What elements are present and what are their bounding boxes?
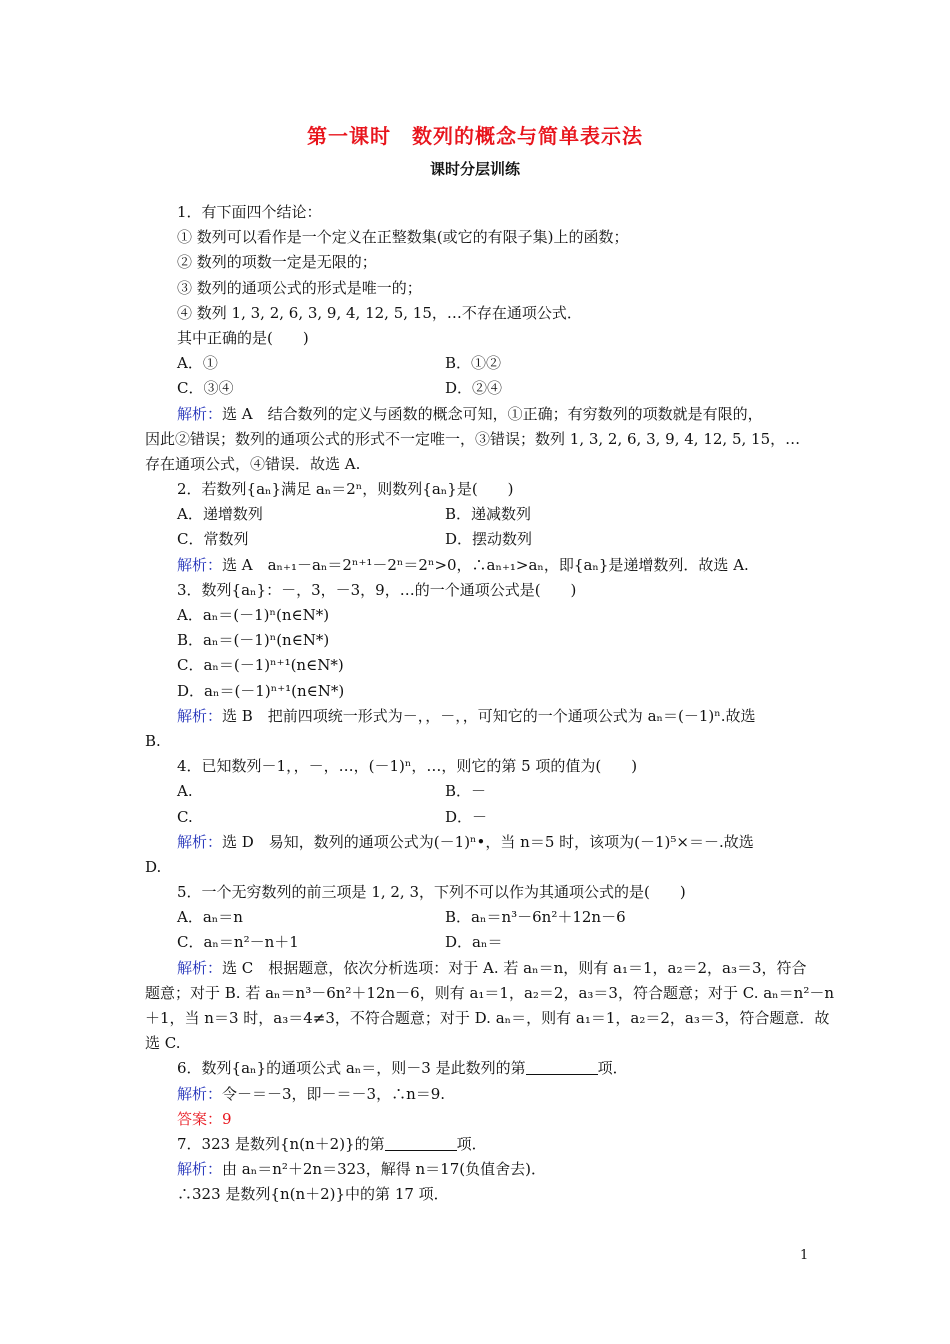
q2-option-c: C．常数列 (177, 530, 249, 549)
analysis-text: 选 D 易知，数列的通项公式为(－1)ⁿ•，当 n＝5 时，该项为(－1)⁵×＝－.故选 (222, 832, 754, 851)
q5-analysis-line-1 (145, 956, 810, 981)
q2-options-row-2 (145, 527, 810, 552)
q6-analysis-line-1 (145, 1082, 810, 1107)
q4-analysis-line-2: D. (145, 857, 162, 876)
q4-option-d: D．－ (445, 807, 488, 826)
q7-analysis-line-2: ∴323 是数列{n(n＋2)}中的第 17 项． (177, 1185, 449, 1204)
q2-option-a: A．递增数列 (177, 505, 263, 524)
answer-blank (385, 1134, 457, 1151)
q1-analysis-line-1 (145, 402, 810, 427)
q1-stem: 1．有下面四个结论： (177, 203, 322, 221)
page-subtitle: 课时分层训练 (429, 160, 520, 178)
q5-analysis-line-2: 题意；对于 B. 若 aₙ＝n³－6n²＋12n－6，则有 a₁＝1，a₂＝2，a₃＝3，符合题意；对于 C. aₙ＝n²－n (145, 983, 834, 1002)
q1-options-row-2 (145, 376, 810, 401)
analysis-label: 解析： (177, 1084, 223, 1103)
q3-option-d: D．aₙ＝(－1)ⁿ⁺¹(n∈N*) (177, 681, 345, 700)
q3-option-c: C．aₙ＝(－1)ⁿ⁺¹(n∈N*) (177, 656, 344, 675)
q1-option-c: C．③④ (177, 379, 234, 398)
q1-statement-2: ② 数列的项数一定是无限的； (177, 253, 377, 272)
q4-option-a: A. (177, 782, 193, 801)
q1-statement-3: ③ 数列的通项公式的形式是唯一的； (177, 278, 422, 297)
q3-option-b: B．aₙ＝(－1)ⁿ(n∈N*) (177, 631, 330, 650)
q3-stem: 3．数列{aₙ}：－，3，－3，9，…的一个通项公式是( ) (177, 580, 577, 599)
q4-option-b: B．－ (445, 782, 487, 801)
q6-stem (145, 1056, 810, 1081)
q4-stem: 4．已知数列－1，，－，…，(－1)ⁿ，…，则它的第 5 项的值为( ) (177, 757, 638, 776)
q1-options-row-1 (145, 351, 810, 376)
analysis-text: 选 A 结合数列的定义与函数的概念可知，①正确；有穷数列的项数就是有限的， (222, 404, 763, 423)
q4-analysis-line-1 (145, 830, 810, 855)
q5-analysis-line-4: 选 C. (145, 1034, 181, 1053)
q7-stem-text: 7．323 是数列{n(n＋2)}的第 (177, 1134, 385, 1153)
q1-option-b: B．①② (445, 354, 502, 373)
q1-option-d: D．②④ (445, 379, 503, 398)
q1-ask: 其中正确的是( ) (177, 328, 309, 347)
q5-options-row-1 (145, 905, 810, 930)
q3-option-a: A．aₙ＝(－1)ⁿ(n∈N*) (177, 606, 330, 624)
q1-option-a: A．① (177, 354, 218, 373)
analysis-text: 选 C 根据题意，依次分析选项：对于 A. 若 aₙ＝n，则有 a₁＝1，a₂＝2，a₃＝3，符合 (222, 958, 807, 977)
answer-blank (526, 1058, 598, 1075)
q5-option-c: C．aₙ＝n²－n＋1 (177, 933, 299, 952)
q5-options-row-2 (145, 930, 810, 955)
exercise-body (145, 200, 834, 1208)
q7-stem (145, 1132, 810, 1157)
q1-analysis-line-2: 因此②错误；数列的通项公式的形式不一定唯一，③错误；数列 1, 3, 2, 6, 3, 9, 4, 12, 5, 15，… (145, 429, 801, 448)
q2-stem: 2．若数列{aₙ}满足 aₙ＝2ⁿ，则数列{aₙ}是( ) (177, 480, 514, 499)
analysis-label: 解析： (177, 832, 223, 851)
analysis-label: 解析： (177, 1160, 223, 1179)
q2-option-d: D．摆动数列 (445, 530, 533, 549)
q6-stem-text: 6．数列{aₙ}的通项公式 aₙ＝，则－3 是此数列的第 (177, 1059, 526, 1078)
q7-analysis-line-1 (145, 1157, 810, 1182)
analysis-label: 解析： (177, 958, 223, 977)
q5-analysis-line-3: ＋1，当 n＝3 时，a₃＝4≠3，不符合题意；对于 D. aₙ＝，则有 a₁＝1，a₂＝2，a₃＝3，符合题意．故 (145, 1009, 830, 1027)
q3-analysis-line-2: B. (145, 731, 161, 750)
analysis-label: 解析： (177, 555, 223, 574)
q1-statement-1: ① 数列可以看作是一个定义在正整数集(或它的有限子集)上的函数； (177, 228, 629, 247)
q6-stem-suffix: 项． (597, 1059, 628, 1078)
analysis-label: 解析： (177, 404, 223, 423)
q1-analysis-line-3: 存在通项公式，④错误．故选 A. (145, 454, 361, 473)
page-title: 第一课时 数列的概念与简单表示法 (307, 124, 643, 148)
q5-option-a: A．aₙ＝n (177, 908, 243, 927)
analysis-text: 由 aₙ＝n²＋2n＝323，解得 n＝17(负值舍去)． (222, 1160, 546, 1179)
q6-answer: 答案：9 (177, 1109, 232, 1128)
analysis-text: 令－＝－3，即－＝－3，∴n＝9. (222, 1084, 446, 1103)
q4-option-c: C. (177, 807, 193, 826)
analysis-text: 选 A aₙ₊₁－aₙ＝2ⁿ⁺¹－2ⁿ＝2ⁿ>0，∴aₙ₊₁>aₙ，即{aₙ}是递增数列．故选 A. (222, 555, 749, 574)
q7-stem-suffix: 项． (456, 1134, 487, 1153)
page-number: 1 (800, 1248, 809, 1263)
q5-option-b: B．aₙ＝n³－6n²＋12n－6 (445, 908, 626, 927)
q4-options-row-2 (145, 805, 810, 830)
q2-options-row-1 (145, 502, 810, 527)
q5-option-d: D．aₙ＝ (445, 933, 503, 952)
q2-option-b: B．递减数列 (445, 505, 532, 524)
analysis-label: 解析： (177, 706, 223, 725)
q5-stem: 5．一个无穷数列的前三项是 1, 2, 3，下列不可以作为其通项公式的是( ) (177, 883, 686, 902)
q4-options-row-1 (145, 779, 810, 804)
analysis-text: 选 B 把前四项统一形式为－，，－，，可知它的一个通项公式为 aₙ＝(－1)ⁿ.故选 (222, 706, 756, 725)
q1-statement-4: ④ 数列 1, 3, 2, 6, 3, 9, 4, 12, 5, 15，…不存在通项公式． (177, 303, 582, 322)
q3-analysis-line-1 (145, 704, 810, 729)
q2-analysis-line-1 (145, 553, 810, 578)
